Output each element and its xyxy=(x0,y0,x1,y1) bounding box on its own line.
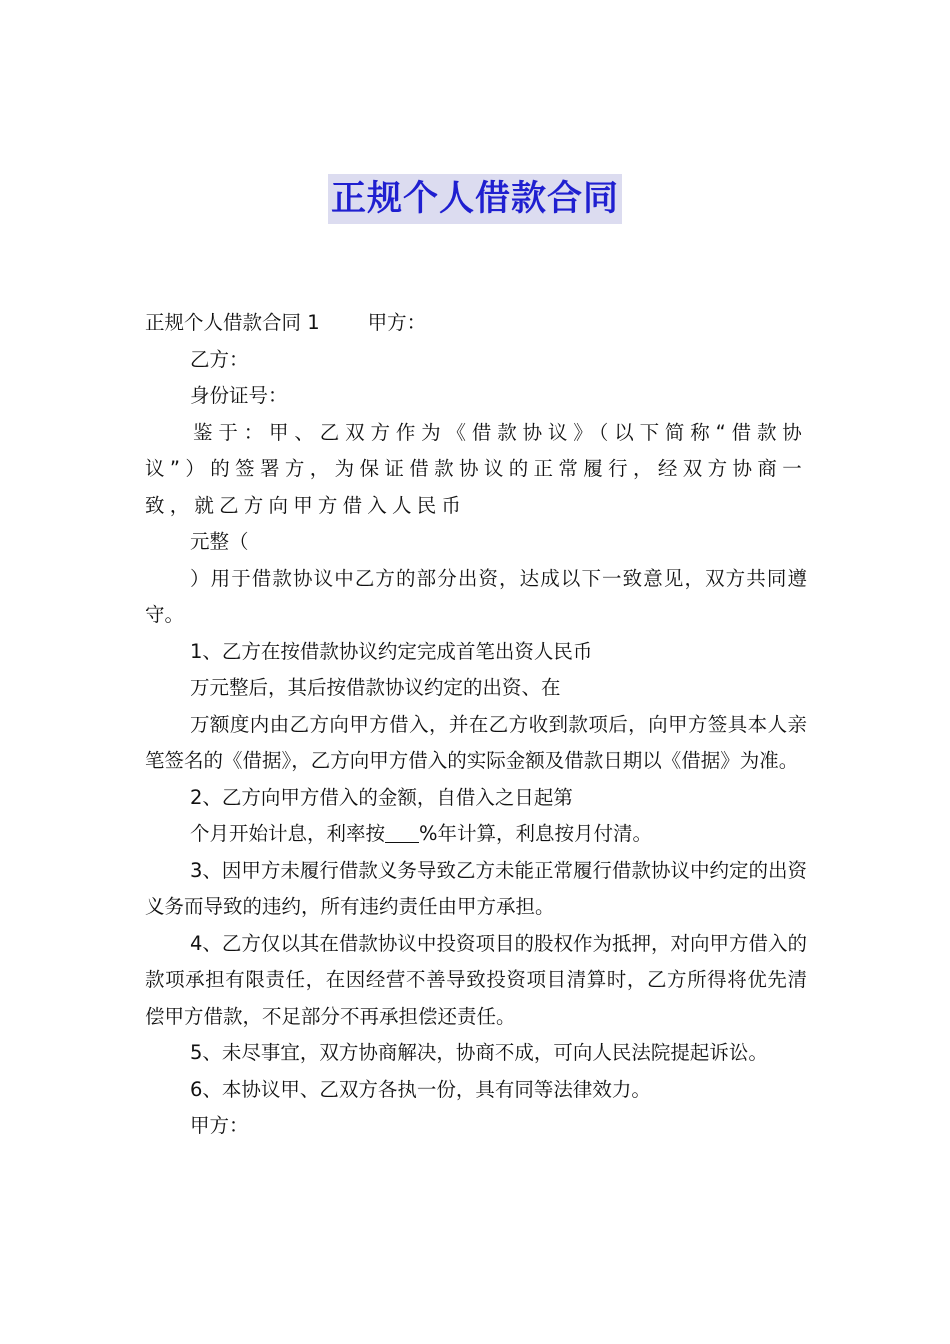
id-number-line: 身份证号： xyxy=(190,384,288,407)
purpose-paragraph: ）用于借款协议中乙方的部分出资，达成以下一致意见，双方共同遵守。 xyxy=(145,566,807,626)
clause-2b-post: %年计算，利息按月付清。 xyxy=(419,822,653,845)
clause-1a: 1、乙方在按借款协议约定完成首笔出资人民币 xyxy=(190,639,593,663)
rate-blank xyxy=(385,822,419,843)
whereas-paragraph: 鉴于：甲、乙双方作为《借款协议》（以下简称“借款协议”）的签署方，为保证借款协议的正常履行，经双方协商一致，就乙方向甲方借入人民币 xyxy=(145,420,807,517)
signature-party-a: 甲方： xyxy=(190,1114,249,1137)
heading-line xyxy=(145,305,807,342)
clause-1c: 万额度内由乙方向甲方借入，并在乙方收到款项后，向甲方签具本人亲笔签名的《借据》，乙方向甲方借入的实际金额及借款日期以《借据》为准。 xyxy=(145,712,807,772)
clause-2b-pre: 个月开始计息，利率按 xyxy=(190,822,386,845)
yuan-line: 元整（ xyxy=(190,530,249,553)
clause-3: 3、因甲方未履行借款义务导致乙方未能正常履行借款协议中约定的出资义务而导致的违约，所有违约责任由甲方承担。 xyxy=(145,858,807,918)
clause-6: 6、本协议甲、乙双方各执一份，具有同等法律效力。 xyxy=(190,1077,651,1101)
party-b-line: 乙方： xyxy=(190,347,249,371)
heading-left: 正规个人借款合同 1 xyxy=(145,311,320,334)
heading-party-a: 甲方： xyxy=(367,311,427,334)
clause-5: 5、未尽事宜，双方协商解决，协商不成，可向人民法院提起诉讼。 xyxy=(190,1041,768,1064)
document-title: 正规个人借款合同 xyxy=(328,174,622,224)
document-body xyxy=(145,305,807,1145)
clause-2b xyxy=(145,816,807,853)
clause-1b: 万元整后，其后按借款协议约定的出资、在 xyxy=(190,676,561,699)
clause-2a: 2、乙方向甲方借入的金额，自借入之日起第 xyxy=(190,785,573,809)
title-container xyxy=(0,174,950,224)
clause-4: 4、乙方仅以其在借款协议中投资项目的股权作为抵押，对向甲方借入的款项承担有限责任，在因经营不善导致投资项目清算时，乙方所得将优先清偿甲方借款，不足部分不再承担偿还责任。 xyxy=(145,931,807,1028)
